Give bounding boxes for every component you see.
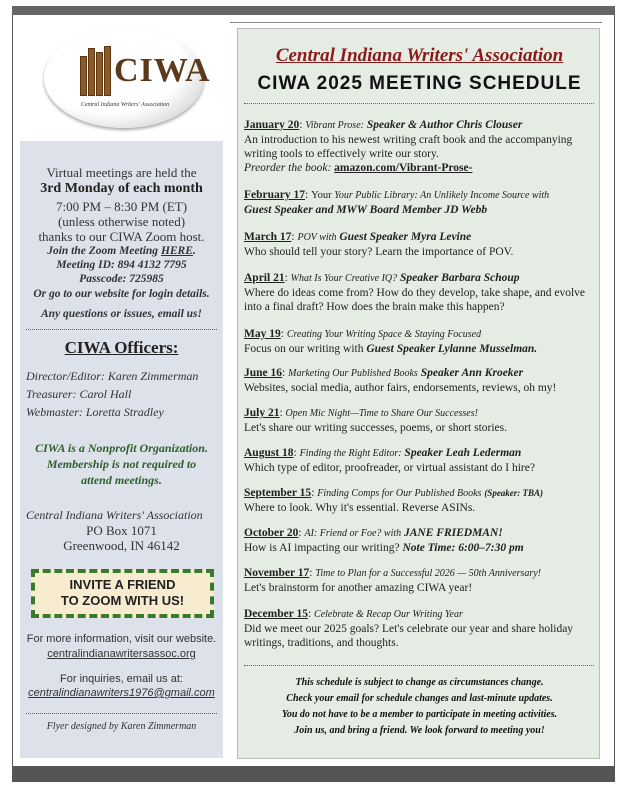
footer-line-1: This schedule is subject to change as circumstances change. xyxy=(295,677,544,688)
flyer-credit: Flyer designed by Karen Zimmerman xyxy=(46,721,197,732)
event-october: October 20: AI: Friend or Foe? with JANE FRIEDMAN! How is AI impacting our writing? Note Time: 6:00–7:30 pm xyxy=(244,527,524,554)
event-november: November 17: Time to Plan for a Successful 2026 — 50th Anniversary! Let's brainstorm for another amazing CIWA year! xyxy=(244,567,541,594)
event-may: May 19: Creating Your Writing Space & Staying Focused Focus on our writing with Guest Speaker Lylanne Musselman. xyxy=(244,328,538,355)
zoom-here-link[interactable]: HERE xyxy=(160,245,193,257)
event-september: September 15: Finding Comps for Our Published Books (Speaker: TBA) Where to look. Why it's essential. Reverse ASINs. xyxy=(244,487,544,514)
address-city: Greenwood, IN 46142 xyxy=(63,538,180,553)
footer-line-2: Check your email for schedule changes and last-minute updates. xyxy=(286,693,553,704)
schedule-title: CIWA 2025 MEETING SCHEDULE xyxy=(257,73,582,94)
schedule-panel xyxy=(237,28,600,759)
nonprofit-1: CIWA is a Nonprofit Organization. xyxy=(35,441,208,455)
meeting-intro: Virtual meetings are held the xyxy=(46,165,197,180)
nonprofit-3: attend meetings. xyxy=(81,473,162,487)
right-border xyxy=(614,15,615,766)
footer-line-4: Join us, and bring a friend. We look forward to meeting you! xyxy=(294,725,545,736)
left-border xyxy=(12,15,13,766)
event-february: February 17: Your Your Public Library: An Unlikely Income Source with Guest Speaker and MWW Board Member JD Webb xyxy=(244,189,550,216)
meeting-time: 7:00 PM – 8:30 PM (ET) xyxy=(55,199,188,214)
association-title: Central Indiana Writers' Association xyxy=(275,45,564,66)
officer-webmaster: Webmaster: Loretta Stradley xyxy=(26,405,164,419)
officer-director: Director/Editor: Karen Zimmerman xyxy=(26,369,199,383)
top-bar xyxy=(12,6,615,15)
zoom-join-line: Join the Zoom Meeting HERE. xyxy=(47,245,196,257)
divider xyxy=(244,103,594,104)
officers-heading: CIWA Officers: xyxy=(64,338,179,357)
event-july: July 21: Open Mic Night—Time to Share Our Successes! Let's share our writing successes, poems, or short stories. xyxy=(244,407,508,434)
bottom-bar xyxy=(12,766,615,782)
contact-note: Any questions or issues, email us! xyxy=(40,308,203,320)
website-link[interactable]: centralindianawritersassoc.org xyxy=(47,648,196,660)
event-march: March 17: POV with Guest Speaker Myra Levine Who should tell your story? Learn the importance of POV. xyxy=(244,231,514,258)
left-panel xyxy=(20,141,223,758)
divider xyxy=(244,665,594,666)
divider xyxy=(26,713,217,714)
top-rule xyxy=(230,22,602,23)
event-april: April 21: What Is Your Creative IQ? Speaker Barbara Schoup Where do ideas come from? How do they develop, take shape, and evolve into a final draft? How does the brain make this happen? xyxy=(244,272,586,313)
zoom-host: thanks to our CIWA Zoom host. xyxy=(38,229,205,244)
email-link[interactable]: centralindianawriters1976@gmail.com xyxy=(28,687,215,699)
event-june: June 16: Marketing Our Published Books Speaker Ann Kroeker Websites, social media, author fairs, endorsements, reviews, oh my! xyxy=(244,367,557,394)
logo-subtitle: Central Indiana Writers' Association xyxy=(80,102,170,108)
event-january: January 20: Vibrant Prose: Speaker & Author Chris Clouser An introduction to his newest writing craft book and the accompanying writing tools to effectively write our story. Preorder the book: amazon.com/Vibrant-Prose- xyxy=(244,119,573,174)
address-org: Central Indiana Writers' Association xyxy=(26,508,203,522)
ciwa-logo xyxy=(44,28,211,128)
event-august: August 18: Finding the Right Editor: Speaker Leah Lederman Which type of editor, proofreader, or virtual assistant do I hire? xyxy=(244,447,535,474)
passcode: Passcode: 725985 xyxy=(79,273,164,285)
book-link[interactable]: amazon.com/Vibrant-Prose- xyxy=(334,162,473,174)
logo-word: CIWA xyxy=(114,52,211,89)
inquiries-text: For inquiries, email us at: xyxy=(60,673,183,685)
officer-treasurer: Treasurer: Carol Hall xyxy=(26,387,132,401)
website-login: Or go to our website for login details. xyxy=(33,288,210,300)
event-december: December 15: Celebrate & Recap Our Writing Year Did we meet our 2025 goals? Let's celebrate our year and share holiday writings, traditions, and thoughts. xyxy=(244,608,574,649)
meeting-id: Meeting ID: 894 4132 7795 xyxy=(56,259,187,271)
meeting-day: 3rd Monday of each month xyxy=(40,181,203,196)
invite-friend-box xyxy=(31,569,214,618)
address-box: PO Box 1071 xyxy=(86,523,157,538)
invite-line-2: TO ZOOM WITH US! xyxy=(60,593,185,608)
footer-line-3: You do not have to be a member to participate in meeting activities. xyxy=(281,709,558,720)
info-text: For more information, visit our website. xyxy=(26,633,217,645)
nonprofit-2: Membership is not required to xyxy=(46,457,197,471)
divider xyxy=(26,329,217,330)
meeting-note: (unless otherwise noted) xyxy=(57,214,186,229)
invite-line-1: INVITE A FRIEND xyxy=(69,577,176,592)
